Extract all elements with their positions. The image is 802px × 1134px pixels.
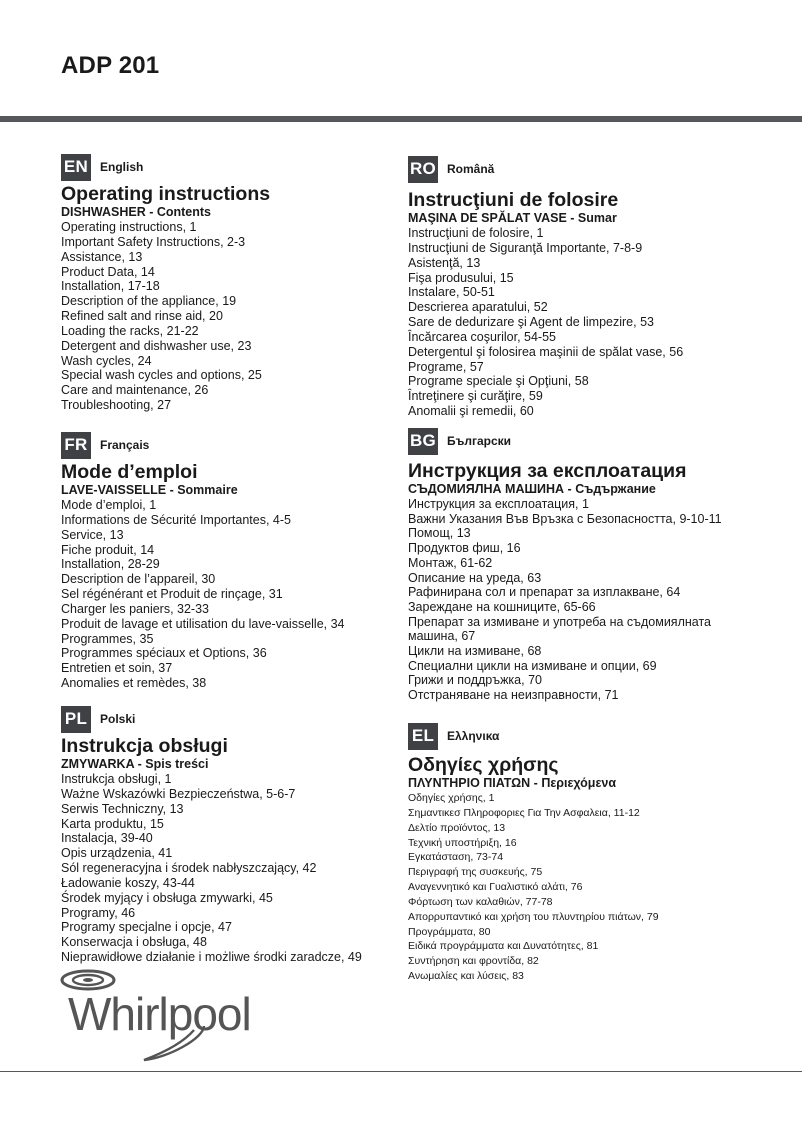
language-badge: FR bbox=[61, 432, 91, 459]
contents-item: Entretien et soin, 37 bbox=[61, 661, 173, 676]
footer-divider bbox=[0, 1071, 802, 1072]
section-title: Mode d’emploi bbox=[61, 461, 198, 483]
language-name: English bbox=[100, 160, 144, 174]
contents-item: Отстраняване на неизправности, 71 bbox=[408, 688, 619, 703]
contents-item: Programmes spéciaux et Options, 36 bbox=[61, 646, 267, 661]
language-name: Română bbox=[447, 162, 495, 176]
contents-item: Рафинирана сол и препарат за изплакване, 64 bbox=[408, 585, 681, 600]
contents-item: Зареждане на кошниците, 65-66 bbox=[408, 599, 596, 614]
contents-item: Assistance, 13 bbox=[61, 249, 143, 264]
contents-item: Препарат за измиване и употреба на съдомиялната bbox=[408, 614, 711, 629]
contents-item: Care and maintenance, 26 bbox=[61, 383, 209, 398]
contents-item: Εγκατάσταση, 73-74 bbox=[408, 851, 504, 864]
contents-item: Ανωμαλίες και λύσεις, 83 bbox=[408, 970, 524, 983]
language-badge: BG bbox=[408, 428, 438, 455]
contents-item: Încărcarea coşurilor, 54-55 bbox=[408, 329, 556, 344]
contents-item: Programe speciale şi Opţiuni, 58 bbox=[408, 374, 589, 389]
section-en bbox=[61, 153, 270, 413]
section-ro bbox=[408, 155, 683, 419]
contents-item: Συντήρηση και φροντίδα, 82 bbox=[408, 955, 539, 968]
contents-list bbox=[61, 498, 345, 691]
contents-item: Programmes, 35 bbox=[61, 631, 154, 646]
contents-item: Anomalii şi remedii, 60 bbox=[408, 404, 534, 419]
contents-item: Description of the appliance, 19 bbox=[61, 294, 237, 309]
contents-item: Грижи и поддръжка, 70 bbox=[408, 673, 542, 688]
contents-item: Descrierea aparatului, 52 bbox=[408, 300, 548, 315]
contents-item: Środek myjący i obsługa zmywarki, 45 bbox=[61, 890, 273, 905]
section-subtitle: ΠΛΥΝΤΗΡΙΟ ΠΙΑΤΩΝ - Περιεχόμενα bbox=[408, 776, 617, 790]
language-badge: EN bbox=[61, 154, 91, 181]
language-name: Français bbox=[100, 438, 150, 452]
section-subtitle: ZMYWARKA - Spis treści bbox=[61, 757, 209, 771]
section-pl bbox=[61, 705, 362, 965]
model-title: ADP 201 bbox=[61, 52, 160, 79]
contents-item: Αναγεννητικό και Γυαλιστικό αλάτι, 76 bbox=[408, 881, 583, 894]
contents-item: Δελτίο προϊόντος, 13 bbox=[408, 821, 506, 834]
section-fr bbox=[61, 431, 345, 691]
contents-item: Konserwacja i obsługa, 48 bbox=[61, 935, 207, 950]
contents-item: Serwis Techniczny, 13 bbox=[61, 801, 184, 816]
contents-item: Informations de Sécurité Importantes, 4-5 bbox=[61, 512, 291, 527]
section-subtitle: MAŞINA DE SPĂLAT VASE - Sumar bbox=[408, 211, 617, 225]
language-badge: RO bbox=[408, 156, 438, 183]
contents-item: Fişa produsului, 15 bbox=[408, 270, 514, 285]
language-badge: EL bbox=[408, 723, 438, 750]
contents-item: Produit de lavage et utilisation du lave-vaisselle, 34 bbox=[61, 616, 345, 631]
contents-item: Întreţinere şi curăţire, 59 bbox=[408, 389, 543, 404]
contents-item: Instalacja, 39-40 bbox=[61, 831, 153, 846]
contents-item: Цикли на измиване, 68 bbox=[408, 644, 542, 659]
contents-list bbox=[408, 497, 722, 703]
contents-item: Installation, 17-18 bbox=[61, 279, 160, 294]
contents-item: Special wash cycles and options, 25 bbox=[61, 368, 262, 383]
contents-item: Programe, 57 bbox=[408, 359, 484, 374]
contents-item: Instrucţiuni de folosire, 1 bbox=[408, 226, 544, 240]
contents-item: Продуктов фиш, 16 bbox=[408, 541, 521, 556]
contents-item: машина, 67 bbox=[408, 629, 476, 644]
contents-item: Instalare, 50-51 bbox=[408, 285, 495, 300]
contents-item: Sare de dedurizare şi Agent de limpezire, 53 bbox=[408, 315, 654, 330]
contents-item: Инструкция за експлоатация, 1 bbox=[408, 497, 589, 511]
logo-swirl-center bbox=[83, 978, 93, 982]
contents-list bbox=[61, 220, 270, 413]
contents-item: Installation, 28-29 bbox=[61, 557, 160, 572]
contents-item: Charger les paniers, 32-33 bbox=[61, 601, 209, 616]
contents-item: Opis urządzenia, 41 bbox=[61, 846, 173, 861]
contents-item: Troubleshooting, 27 bbox=[61, 398, 172, 413]
contents-item: Loading the racks, 21-22 bbox=[61, 323, 199, 338]
section-bg bbox=[408, 427, 722, 703]
contents-item: Ładowanie koszy, 43-44 bbox=[61, 875, 195, 890]
section-title: Инструкция за експлоатация bbox=[408, 460, 687, 482]
contents-item: Detergent and dishwasher use, 23 bbox=[61, 338, 252, 353]
contents-item: Asistenţă, 13 bbox=[408, 255, 481, 270]
contents-list bbox=[408, 791, 659, 984]
contents-item: Wash cycles, 24 bbox=[61, 353, 152, 368]
logo-wordmark: Whirlpool bbox=[68, 988, 251, 1040]
contents-item: Προγράμματα, 80 bbox=[408, 925, 491, 938]
contents-item: Programy specjalne i opcje, 47 bbox=[61, 920, 232, 935]
contents-item: Anomalies et remèdes, 38 bbox=[61, 676, 207, 691]
contents-item: Instrucţiuni de Siguranţă Importante, 7-8-9 bbox=[408, 240, 643, 255]
contents-item: Instrukcja obsługi, 1 bbox=[61, 772, 172, 786]
contents-item: Описание на уреда, 63 bbox=[408, 570, 542, 585]
contents-item: Οδηγίες χρήσης, 1 bbox=[408, 792, 495, 804]
section-title: Operating instructions bbox=[61, 183, 271, 205]
section-subtitle: DISHWASHER - Contents bbox=[61, 205, 211, 219]
contents-item: Περιγραφή της συσκευής, 75 bbox=[408, 866, 543, 879]
contents-item: Nieprawidłowe działanie i możliwe środki zaradcze, 49 bbox=[61, 950, 362, 965]
contents-item: Монтаж, 61-62 bbox=[408, 555, 493, 570]
section-title: Instrucţiuni de folosire bbox=[408, 189, 619, 211]
section-subtitle: LAVE-VAISSELLE - Sommaire bbox=[61, 483, 238, 497]
language-name: Български bbox=[447, 434, 512, 448]
contents-item: Programy, 46 bbox=[61, 905, 136, 920]
header-divider bbox=[0, 116, 802, 122]
contents-item: Refined salt and rinse aid, 20 bbox=[61, 309, 223, 324]
language-name: Ελληνικα bbox=[447, 729, 500, 743]
contents-item: Detergentul şi folosirea maşinii de spălat vase, 56 bbox=[408, 344, 684, 359]
contents-item: Sel régénérant et Produit de rinçage, 31 bbox=[61, 587, 283, 602]
contents-item: Operating instructions, 1 bbox=[61, 220, 197, 234]
contents-item: Φόρτωση των καλαθιών, 77-78 bbox=[408, 895, 553, 908]
contents-item: Fiche produit, 14 bbox=[61, 542, 155, 557]
contents-item: Ειδικά προγράμματα και Δυνατότητες, 81 bbox=[408, 940, 599, 953]
contents-item: Sól regeneracyjna i środek nabłyszczający, 42 bbox=[61, 861, 317, 876]
contents-item: Важни Указания Във Връзка с Безопасността, 9-10-11 bbox=[408, 511, 722, 526]
contents-item: Помощ, 13 bbox=[408, 526, 471, 541]
section-title: Instrukcja obsługi bbox=[61, 735, 228, 757]
section-title: Οδηγίες χρήσης bbox=[408, 754, 559, 776]
contents-list bbox=[408, 226, 683, 419]
contents-item: Mode d’emploi, 1 bbox=[61, 498, 157, 512]
contents-item: Important Safety Instructions, 2-3 bbox=[61, 234, 246, 249]
language-badge: PL bbox=[61, 706, 91, 733]
contents-item: Σημαντικεσ Πληροφοριες Για Την Ασφαλεια, 11-12 bbox=[408, 806, 640, 819]
section-subtitle: СЪДОМИЯЛНА МАШИНА - Съдържание bbox=[408, 482, 656, 496]
contents-list bbox=[61, 772, 362, 965]
contents-item: Специални цикли на измиване и опции, 69 bbox=[408, 658, 657, 673]
contents-item: Service, 13 bbox=[61, 527, 124, 542]
contents-item: Product Data, 14 bbox=[61, 264, 155, 279]
contents-item: Τεχνική υποστήριξη, 16 bbox=[408, 836, 517, 849]
whirlpool-logo bbox=[58, 968, 288, 1064]
section-el bbox=[408, 722, 659, 984]
language-name: Polski bbox=[100, 712, 136, 726]
contents-item: Karta produktu, 15 bbox=[61, 816, 164, 831]
contents-item: Απορρυπαντικό και χρήση του πλυντηρίου πιάτων, 79 bbox=[408, 910, 659, 923]
contents-item: Description de l’appareil, 30 bbox=[61, 572, 216, 587]
contents-item: Ważne Wskazówki Bezpieczeństwa, 5-6-7 bbox=[61, 786, 296, 801]
